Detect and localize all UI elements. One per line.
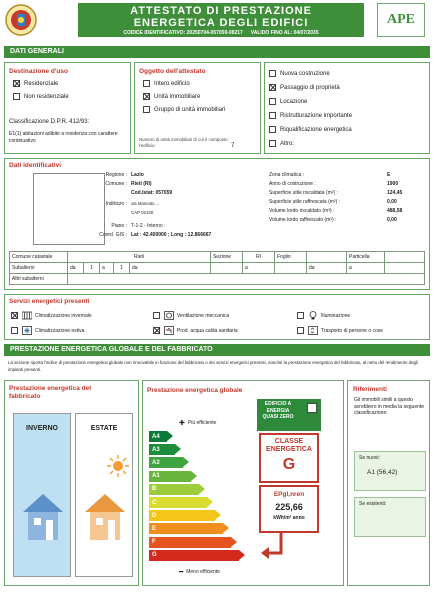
non-residenziale-label: Non residenziale [24,93,69,100]
sezione-label: Sezione [211,252,243,263]
energy-class-a4 [149,431,167,442]
energy-class-label: A3 [152,446,160,453]
identificativi-right [269,172,427,226]
elevator-icon [308,326,318,335]
nuova-costruzione-checkbox[interactable] [269,70,276,77]
gis-label: Coord. GIS : [99,232,127,238]
globale-title: Prestazione energetica globale [147,387,243,394]
snowflake-icon [22,326,32,335]
globale-box [142,380,344,586]
nzeb-label: EDIFICIO A ENERGIA QUASI ZERO [262,401,294,420]
meno-efficiente-label: Meno efficiente [186,569,221,575]
anno-costruzione-label: Anno di costruzione : [269,181,316,187]
cod-istat-value: Cod.Istat: 057059 [131,190,173,196]
altri-subalterni-label: Altri subalterni [10,274,68,285]
vol-riscaldato-label: Volume lordo riscaldato (m³) : [269,208,335,214]
class-pointer-arrow [261,533,297,567]
trasporto-label: Trasporto di persone o cose [321,327,384,334]
fabbricato-box [4,380,139,586]
regione-label: Regione : [105,172,127,178]
energy-class-label: G [152,552,157,559]
regione-value: Lazio [131,172,144,178]
catasto-table [9,251,425,285]
epgl-value: 225,66 [275,502,303,512]
sub-a-3: a [347,263,385,274]
inverno-panel [13,413,71,577]
servizi-title: Servizi energetici presenti [9,298,90,305]
estate-label: ESTATE [90,425,118,432]
locazione-checkbox[interactable] [269,98,276,105]
anno-costruzione-value: 1900 [387,181,399,187]
numero-unita-value: 7 [231,143,235,149]
destinazione-box [4,62,131,154]
classe-label: CLASSE ENERGETICA [266,438,312,453]
energy-class-e [149,523,223,534]
energy-class-a2 [149,457,183,468]
riqualificazione-checkbox[interactable] [269,126,276,133]
sub-da-3: da [307,263,347,274]
sub-a-1: a [100,263,114,274]
nuova-costruzione-label: Nuova costruzione [280,70,330,77]
clima-estiva-checkbox[interactable] [11,327,18,334]
energy-class-g [149,550,239,561]
radiator-icon [22,311,32,320]
piu-efficiente-icon: ✚ [179,420,185,427]
sup-riscaldata-label: Superficie utile riscaldata (m²) : [269,190,338,196]
acqua-calda-label: Prod. acqua calda sanitaria [177,327,238,334]
vol-raffrescato-label: Volume lordo raffrescato (m³) : [269,217,337,223]
indirizzo-label: Indirizzo : [105,201,127,207]
altro-label: Altro: [280,140,295,147]
ventilazione-checkbox[interactable] [153,312,160,319]
codice-identificativo: CODICE IDENTIFICATIVO: 20250704-057059-08217 [123,30,243,36]
energy-class-label: A4 [152,433,160,440]
illuminazione-label: Illuminazione [321,312,351,319]
nuovi-label: Se nuovi: [359,455,380,461]
riferimenti-title: Riferimenti [353,386,387,393]
nzeb-checkbox[interactable] [307,403,317,413]
clima-invernale-label: Climatizzazione invernale [35,312,92,319]
header-title-line1: ATTESTATO DI PRESTAZIONE [130,5,312,17]
meno-efficiente-icon: ━ [179,569,184,576]
ventilazione-label: Ventilazione meccanica [177,312,230,319]
numero-unita-label: Numero di unità immobiliari di cui è composto l'edificio: [139,137,228,148]
sub-a-2: a [243,263,275,274]
destinazione-title: Destinazione d'uso [9,68,68,75]
inverno-label: INVERNO [26,425,58,432]
gruppo-unita-checkbox[interactable] [143,106,150,113]
particella-label: Particella [347,252,385,263]
energy-class-label: A2 [152,459,160,466]
sub-value-1: 1 [84,263,100,274]
dati-generali-header [4,46,430,58]
epgl-label: EPgl,nren [273,491,305,498]
locazione-label: Locazione [280,98,308,105]
comune-label: Comune : [105,181,127,187]
acqua-calda-checkbox[interactable] [153,327,160,334]
fan-icon [164,311,174,320]
trasporto-checkbox[interactable] [297,327,304,334]
sub-da-2: da [130,263,211,274]
ristrutturazione-label: Ristrutturazione importante [280,112,353,119]
sub-value-2: 1 [114,263,130,274]
clima-invernale-checkbox[interactable] [11,312,18,319]
energy-class-label: A1 [152,473,160,480]
epgl-unit: kWh/m² anno [273,515,305,521]
esistenti-box [354,497,426,537]
riqualificazione-label: Riqualificazione energetica [280,126,352,133]
epgl-box [259,485,319,533]
foglio-label: Foglio [275,252,307,263]
dati-generali-title: DATI GENERALI [10,48,64,55]
house-winter-icon [20,490,66,546]
clima-estiva-label: Climatizzazione estiva [35,327,85,334]
sun-icon [106,454,130,478]
subalterni-label: Subalterni [10,263,68,274]
classificazione-label: Classificazione D.P.R. 412/93: [9,119,90,125]
piu-efficiente-label: Più efficiente [187,420,217,426]
valido-fino: VALIDO FINO AL: 04/07/2035 [250,30,319,36]
passaggio-proprieta-checkbox[interactable] [269,84,276,91]
tap-icon [164,326,174,335]
energy-class-f [149,537,231,548]
energy-class-d [149,510,215,521]
nuovi-value: A1 (56,42) [367,469,398,476]
energy-class-a3 [149,444,175,455]
vol-riscaldato-value: 488,58 [387,208,403,214]
passaggio-proprieta-label: Passaggio di proprietà [280,84,340,91]
ape-logo [377,3,425,37]
dati-identificativi-box [4,158,430,290]
non-residenziale-checkbox[interactable] [13,93,20,100]
unita-immobiliare-label: Unità immobiliare [154,93,201,100]
prestazione-title: PRESTAZIONE ENERGETICA GLOBALE E DEL FABBRICATO [10,346,213,353]
esistenti-label: Se esistenti: [359,501,387,507]
gis-value: Lat : 42.400000 ; Long : 12.866667 [131,232,212,238]
energy-class-b [149,484,199,495]
dati-identificativi-title: Dati identificativi [9,162,62,169]
energy-class-a1 [149,471,191,482]
oggetto-title: Oggetto dell'attestato [139,68,206,75]
riferimenti-text: Gli immobili simili a questo avrebbero in media la seguente classificazione: [354,397,425,416]
illuminazione-checkbox[interactable] [297,312,304,319]
bulb-icon [308,311,318,320]
vol-raffrescato-value: 0,00 [387,217,397,223]
energy-class-label: F [152,539,156,546]
nuovi-box [354,451,426,491]
piano-label: Piano : [111,223,127,229]
classe-box [259,433,319,483]
riferimenti-box [347,380,430,586]
motivo-box [264,62,430,154]
sezione-value: RI [243,252,275,263]
ristrutturazione-checkbox[interactable] [269,112,276,119]
zona-climatica-label: Zona climatica : [269,172,305,178]
intero-edificio-checkbox[interactable] [143,80,150,87]
comune-catastale-value: Rieti [68,252,211,263]
energy-class-label: E [152,525,157,532]
prestazione-header [4,344,430,356]
sup-raffrescata-label: Superficie utile raffrescata (m²) : [269,199,341,205]
sup-raffrescata-value: 0,00 [387,199,397,205]
altro-checkbox[interactable] [269,140,276,147]
sub-da-1: da [68,263,84,274]
energy-class-c [149,497,207,508]
ape-logo-text: APE [387,12,415,27]
zona-climatica-value: E [387,172,391,178]
header-title-box [78,3,364,37]
comune-value: Rieti (RI) [131,181,152,187]
energy-class-label: C [152,499,157,506]
house-summer-icon [82,490,128,546]
estate-panel [75,413,133,577]
energy-class-label: D [152,512,157,519]
identificativi-left [93,172,243,241]
energy-class-label: B [152,486,157,493]
intero-edificio-label: Intero edificio [154,80,190,87]
unita-immobiliare-checkbox[interactable] [143,93,150,100]
region-seal-icon [4,3,38,37]
prestazione-intro: La sezione riporta l'indice di prestazione energetica globale non rinnovabile in funzione del fabbricato e dei servizi energetici presenti, nonché la prestazione energetica del fabbricato, al netto del rendimento degli impianti presenti. [8,360,418,372]
fabbricato-title: Prestazione energetica del fabbricato [9,385,92,400]
servizi-box [4,294,430,340]
piano-value: T-1-2 - Interno : [131,223,166,229]
indirizzo-value: via Moscato ... [131,201,160,206]
comune-catastale-label: Comune catastale [10,252,68,263]
gruppo-unita-label: Gruppo di unità immobiliari [154,106,226,113]
residenziale-checkbox[interactable] [13,80,20,87]
sup-riscaldata-value: 124,45 [387,190,403,196]
header-title-line2: ENERGETICA DEGLI EDIFICI [133,17,309,29]
cap-value: CAP 02100 [131,210,154,215]
residenziale-label: Residenziale [24,80,59,87]
oggetto-box [134,62,261,154]
classificazione-value: E1(1) abitazioni adibite a residenza con carattere continuativo [9,131,118,144]
header [0,0,434,42]
classe-value: G [282,456,296,473]
